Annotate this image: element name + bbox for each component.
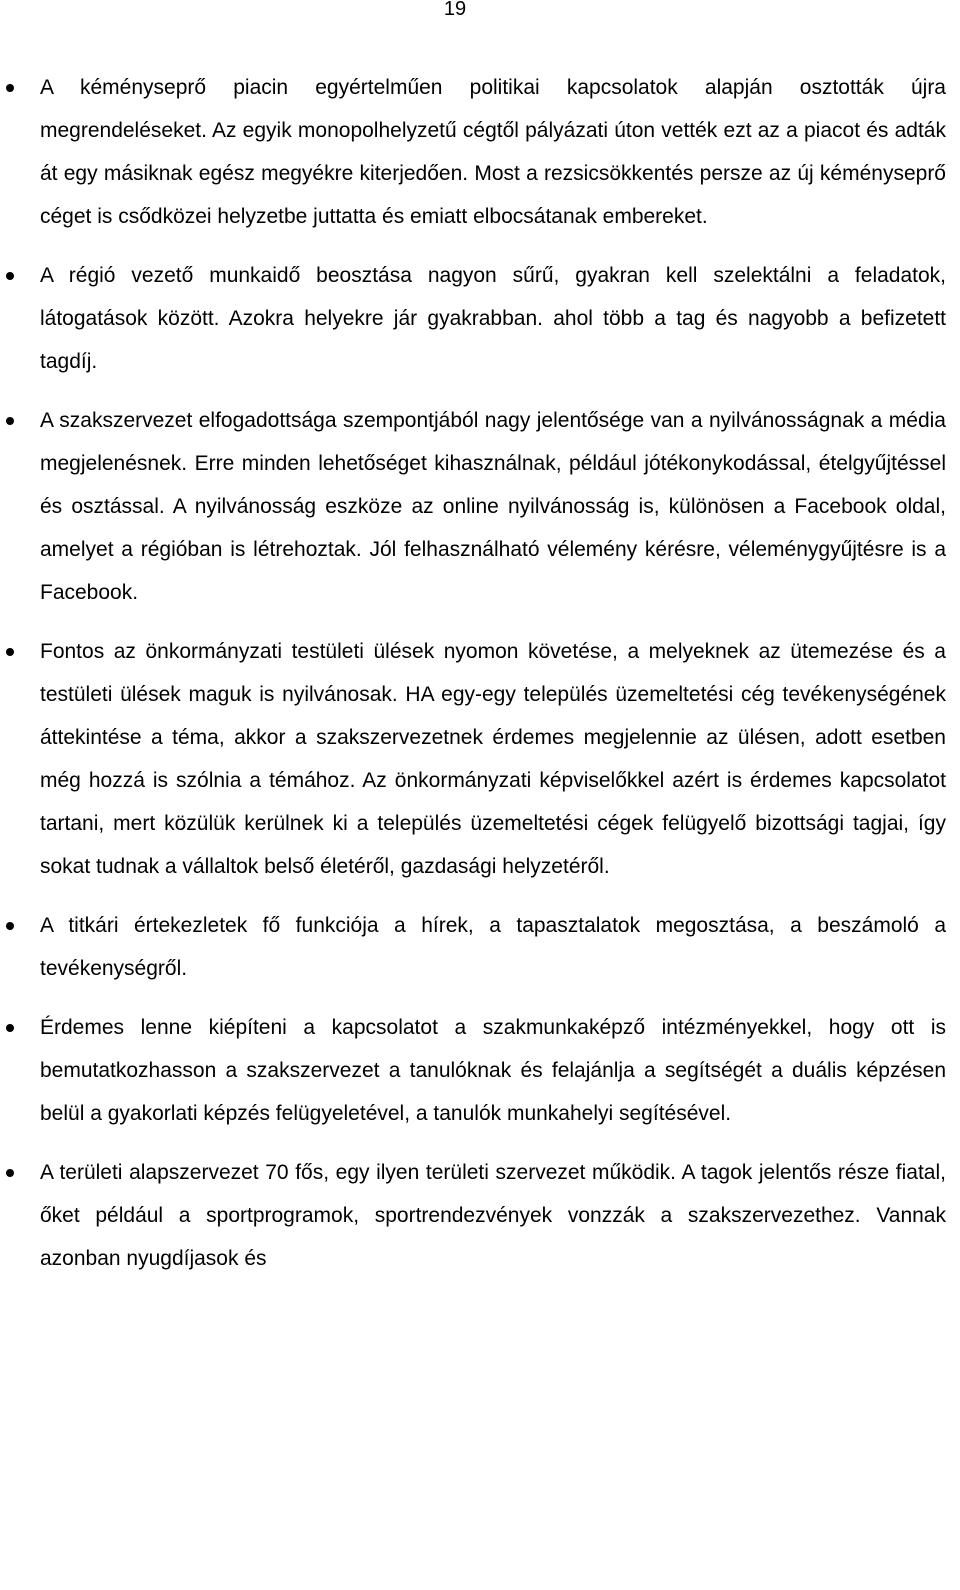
bullet-dot-icon	[6, 1169, 14, 1177]
bullet-item	[0, 1006, 946, 1135]
bullet-dot-icon	[6, 648, 14, 656]
bullet-dot-icon	[6, 417, 14, 425]
bullet-dot-icon	[6, 922, 14, 930]
page-number: 19	[443, 0, 467, 20]
bullet-text: A szakszervezet elfogadottsága szempontjából nagy jelentősége van a nyilvánosságnak a média megjelenésnek. Erre minden lehetőséget kihasználnak, például jótékonykodással, ételgyűjtéssel és osztással. A nyilvánosság eszköze az online nyilvánosság is, különösen a Facebook oldal, amelyet a régióban is létrehoztak. Jól felhasználható vélemény kérésre, véleménygyűjtésre is a Facebook.	[40, 409, 946, 604]
bullet-text: Érdemes lenne kiépíteni a kapcsolatot a szakmunkaképző intézményekkel, hogy ott is bemutatkozhasson a szakszervezet a tanulóknak és felajánlja a segítségét a duális képzésen belül a gyakorlati képzés felügyeletével, a tanulók munkahelyi segítésével.	[40, 1016, 946, 1125]
bullet-item	[0, 66, 946, 238]
bullet-item	[0, 1151, 946, 1280]
bullet-item	[0, 630, 946, 888]
bullet-text: Fontos az önkormányzati testületi ülések nyomon követése, a melyeknek az ütemezése és a testületi ülések maguk is nyilvánosak. HA egy-egy település üzemeltetési cég tevékenységének áttekintése a téma, akkor a szakszervezetnek érdemes megjelennie az ülésen, adott esetben még hozzá is szólnia a témához. Az önkormányzati képviselőkkel azért is érdemes kapcsolatot tartani, mert közülük kerülnek ki a település üzemeltetési cégek felügyelő bizottsági tagjai, így sokat tudnak a vállaltok belső életéről, gazdasági helyzetéről.	[40, 640, 946, 878]
bullet-item	[0, 904, 946, 990]
bullet-item	[0, 254, 946, 383]
bullet-item	[0, 399, 946, 614]
bullet-list	[0, 66, 960, 1280]
bullet-dot-icon	[6, 84, 14, 92]
bullet-dot-icon	[6, 1024, 14, 1032]
bullet-dot-icon	[6, 272, 14, 280]
bullet-text: A kéményseprő piacin egyértelműen politikai kapcsolatok alapján osztották újra megrendeléseket. Az egyik monopolhelyzetű cégtől pályázati úton vették ezt az a piacot és adták át egy másiknak egész megyékre kiterjedően. Most a rezsicsökkentés persze az új kéményseprő céget is csődközei helyzetbe juttatta és emiatt elbocsátanak embereket.	[40, 76, 946, 228]
bullet-text: A titkári értekezletek fő funkciója a hírek, a tapasztalatok megosztása, a beszámoló a tevékenységről.	[40, 914, 946, 980]
bullet-text: A régió vezető munkaidő beosztása nagyon sűrű, gyakran kell szelektálni a feladatok, látogatások között. Azokra helyekre jár gyakrabban. ahol több a tag és nagyobb a befizetett tagdíj.	[40, 264, 946, 373]
bullet-text: A területi alapszervezet 70 fős, egy ilyen területi szervezet működik. A tagok jelentős része fiatal, őket például a sportprogramok, sportrendezvények vonzzák a szakszervezethez. Vannak azonban nyugdíjasok és	[40, 1161, 946, 1270]
